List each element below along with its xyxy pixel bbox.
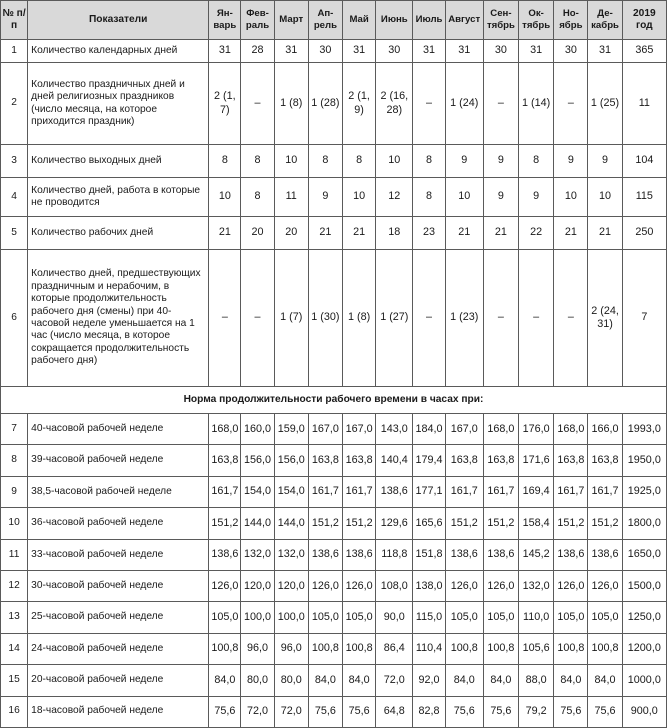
month-value: 126,0 (308, 570, 342, 601)
year-total: 365 (622, 40, 666, 63)
month-value: 138,6 (209, 539, 241, 570)
row-label: 20-часовой рабочей неделе (28, 665, 209, 696)
year-total: 1000,0 (622, 665, 666, 696)
month-value: 72,0 (376, 665, 413, 696)
month-value: 10 (445, 178, 483, 217)
year-total: 1650,0 (622, 539, 666, 570)
month-value: 1 (30) (308, 250, 342, 387)
month-value: 110,4 (413, 633, 445, 664)
month-value: 169,4 (519, 476, 554, 507)
month-value: 100,8 (209, 633, 241, 664)
month-value: 105,0 (209, 602, 241, 633)
month-value: 20 (241, 217, 274, 250)
row-number: 12 (1, 570, 28, 601)
month-value: 151,2 (445, 508, 483, 539)
month-value: 79,2 (519, 696, 554, 727)
month-value: 30 (554, 40, 588, 63)
month-value: 163,8 (588, 445, 622, 476)
month-value: 75,6 (308, 696, 342, 727)
month-value: 165,6 (413, 508, 445, 539)
month-value: 30 (376, 40, 413, 63)
month-value: – (241, 250, 274, 387)
month-value: 151,2 (554, 508, 588, 539)
month-value: 143,0 (376, 414, 413, 445)
month-value: 21 (554, 217, 588, 250)
month-value: 75,6 (588, 696, 622, 727)
month-value: 126,0 (588, 570, 622, 601)
month-value: 21 (588, 217, 622, 250)
month-value: 2 (16, 28) (376, 63, 413, 145)
month-value: 10 (209, 178, 241, 217)
month-value: 126,0 (554, 570, 588, 601)
month-value: 84,0 (445, 665, 483, 696)
month-value: 1 (27) (376, 250, 413, 387)
month-value: 8 (308, 145, 342, 178)
header-month: Ок-тябрь (519, 1, 554, 40)
header-month: Де-кабрь (588, 1, 622, 40)
month-value: 151,2 (483, 508, 518, 539)
month-value: 126,0 (483, 570, 518, 601)
month-value: 105,0 (445, 602, 483, 633)
month-value: 21 (483, 217, 518, 250)
table-row (1, 63, 667, 145)
header-month: Июнь (376, 1, 413, 40)
month-value: 105,0 (343, 602, 376, 633)
month-value: 167,0 (445, 414, 483, 445)
month-value: 138,0 (413, 570, 445, 601)
month-value: 8 (413, 178, 445, 217)
month-value: 151,2 (588, 508, 622, 539)
month-value: 159,0 (274, 414, 308, 445)
month-value: 171,6 (519, 445, 554, 476)
month-value: 21 (343, 217, 376, 250)
month-value: 9 (554, 145, 588, 178)
month-value: 163,8 (445, 445, 483, 476)
row-label: Количество дней, работа в которые не проводится (28, 178, 209, 217)
month-value: 10 (554, 178, 588, 217)
month-value: 151,2 (308, 508, 342, 539)
month-value: 154,0 (274, 476, 308, 507)
month-value: 96,0 (274, 633, 308, 664)
row-label: 18-часовой рабочей неделе (28, 696, 209, 727)
header-year: 2019 год (622, 1, 666, 40)
month-value: 1 (24) (445, 63, 483, 145)
year-total: 115 (622, 178, 666, 217)
month-value: 31 (519, 40, 554, 63)
month-value: 105,0 (308, 602, 342, 633)
table-row (1, 570, 667, 601)
row-label: Количество выходных дней (28, 145, 209, 178)
month-value: 138,6 (588, 539, 622, 570)
year-total: 250 (622, 217, 666, 250)
month-value: 30 (483, 40, 518, 63)
row-number: 8 (1, 445, 28, 476)
month-value: 100,8 (343, 633, 376, 664)
month-value: 31 (588, 40, 622, 63)
month-value: 163,8 (209, 445, 241, 476)
month-value: 8 (413, 145, 445, 178)
row-number: 6 (1, 250, 28, 387)
table-row (1, 602, 667, 633)
header-indicator: Показатели (28, 1, 209, 40)
row-label: 25-часовой рабочей неделе (28, 602, 209, 633)
month-value: 8 (343, 145, 376, 178)
row-label: 38,5-часовой рабочей неделе (28, 476, 209, 507)
header-month: Май (343, 1, 376, 40)
month-value: 84,0 (588, 665, 622, 696)
row-number: 11 (1, 539, 28, 570)
row-number: 2 (1, 63, 28, 145)
month-value: 31 (209, 40, 241, 63)
month-value: 161,7 (445, 476, 483, 507)
month-value: 9 (519, 178, 554, 217)
row-label: 40-часовой рабочей неделе (28, 414, 209, 445)
month-value: 90,0 (376, 602, 413, 633)
table-row (1, 250, 667, 387)
month-value: 8 (209, 145, 241, 178)
month-value: 75,6 (483, 696, 518, 727)
section-row (1, 387, 667, 414)
month-value: – (483, 250, 518, 387)
month-value: 105,0 (483, 602, 518, 633)
month-value: 120,0 (241, 570, 274, 601)
month-value: 161,7 (554, 476, 588, 507)
month-value: 163,8 (343, 445, 376, 476)
month-value: 84,0 (209, 665, 241, 696)
row-number: 1 (1, 40, 28, 63)
month-value: 151,2 (209, 508, 241, 539)
month-value: 21 (308, 217, 342, 250)
month-value: 8 (241, 178, 274, 217)
month-value: 115,0 (413, 602, 445, 633)
month-value: 72,0 (274, 696, 308, 727)
month-value: 158,4 (519, 508, 554, 539)
table-row (1, 145, 667, 178)
month-value: 1 (8) (274, 63, 308, 145)
month-value: 2 (1, 9) (343, 63, 376, 145)
month-value: 9 (445, 145, 483, 178)
row-number: 3 (1, 145, 28, 178)
row-label: 30-часовой рабочей неделе (28, 570, 209, 601)
month-value: 144,0 (274, 508, 308, 539)
month-value: 163,8 (308, 445, 342, 476)
header-month: Но-ябрь (554, 1, 588, 40)
month-value: 176,0 (519, 414, 554, 445)
month-value: – (241, 63, 274, 145)
row-number: 14 (1, 633, 28, 664)
month-value: 80,0 (241, 665, 274, 696)
month-value: 126,0 (343, 570, 376, 601)
month-value: 161,7 (308, 476, 342, 507)
month-value: 151,2 (343, 508, 376, 539)
month-value: 100,8 (483, 633, 518, 664)
month-value: 21 (445, 217, 483, 250)
month-value: 75,6 (343, 696, 376, 727)
month-value: 92,0 (413, 665, 445, 696)
month-value: 161,7 (483, 476, 518, 507)
month-value: 1 (23) (445, 250, 483, 387)
month-value: 161,7 (343, 476, 376, 507)
row-label: 33-часовой рабочей неделе (28, 539, 209, 570)
month-value: 177,1 (413, 476, 445, 507)
year-total: 1500,0 (622, 570, 666, 601)
table-row (1, 633, 667, 664)
header-month: Март (274, 1, 308, 40)
year-total: 1925,0 (622, 476, 666, 507)
header-month: Ап-рель (308, 1, 342, 40)
header-month: Сен-тябрь (483, 1, 518, 40)
month-value: 84,0 (554, 665, 588, 696)
month-value: 100,8 (445, 633, 483, 664)
month-value: 31 (343, 40, 376, 63)
header-month: Июль (413, 1, 445, 40)
table-row (1, 40, 667, 63)
year-total: 104 (622, 145, 666, 178)
month-value: – (554, 250, 588, 387)
month-value: 138,6 (483, 539, 518, 570)
year-total: 1993,0 (622, 414, 666, 445)
table-row (1, 665, 667, 696)
month-value: 138,6 (554, 539, 588, 570)
month-value: 168,0 (483, 414, 518, 445)
row-label: 36-часовой рабочей неделе (28, 508, 209, 539)
month-value: – (209, 250, 241, 387)
month-value: 10 (343, 178, 376, 217)
month-value: 167,0 (343, 414, 376, 445)
row-label: 39-часовой рабочей неделе (28, 445, 209, 476)
month-value: 28 (241, 40, 274, 63)
month-value: 1 (8) (343, 250, 376, 387)
month-value: 184,0 (413, 414, 445, 445)
month-value: 144,0 (241, 508, 274, 539)
month-value: 138,6 (308, 539, 342, 570)
month-value: – (554, 63, 588, 145)
month-value: 10 (376, 145, 413, 178)
month-value: 132,0 (241, 539, 274, 570)
month-value: 138,6 (343, 539, 376, 570)
header-month: Фев-раль (241, 1, 274, 40)
month-value: 9 (483, 145, 518, 178)
month-value: 12 (376, 178, 413, 217)
month-value: 108,0 (376, 570, 413, 601)
month-value: 163,8 (483, 445, 518, 476)
row-label: Количество рабочих дней (28, 217, 209, 250)
header-month: Ян-варь (209, 1, 241, 40)
month-value: 75,6 (445, 696, 483, 727)
month-value: 8 (241, 145, 274, 178)
month-value: 118,8 (376, 539, 413, 570)
month-value: 156,0 (274, 445, 308, 476)
header-row (1, 1, 667, 40)
row-label: Количество календарных дней (28, 40, 209, 63)
month-value: 75,6 (554, 696, 588, 727)
year-total: 1800,0 (622, 508, 666, 539)
month-value: 31 (274, 40, 308, 63)
section-title: Норма продолжительности рабочего времени в часах при: (1, 387, 667, 414)
month-value: 72,0 (241, 696, 274, 727)
month-value: 11 (274, 178, 308, 217)
month-value: 86,4 (376, 633, 413, 664)
month-value: 100,8 (588, 633, 622, 664)
month-value: 2 (1, 7) (209, 63, 241, 145)
month-value: 129,6 (376, 508, 413, 539)
table-row (1, 217, 667, 250)
month-value: 161,7 (588, 476, 622, 507)
table-row (1, 476, 667, 507)
month-value: 8 (519, 145, 554, 178)
month-value: 22 (519, 217, 554, 250)
month-value: 10 (588, 178, 622, 217)
month-value: 132,0 (519, 570, 554, 601)
month-value: 21 (209, 217, 241, 250)
month-value: 64,8 (376, 696, 413, 727)
month-value: 1 (28) (308, 63, 342, 145)
month-value: 167,0 (308, 414, 342, 445)
month-value: – (413, 250, 445, 387)
month-value: 9 (308, 178, 342, 217)
month-value: 9 (483, 178, 518, 217)
month-value: 151,8 (413, 539, 445, 570)
month-value: 1 (14) (519, 63, 554, 145)
month-value: 1 (25) (588, 63, 622, 145)
month-value: 120,0 (274, 570, 308, 601)
month-value: 2 (24, 31) (588, 250, 622, 387)
row-number: 7 (1, 414, 28, 445)
header-month: Август (445, 1, 483, 40)
month-value: 75,6 (209, 696, 241, 727)
month-value: 9 (588, 145, 622, 178)
month-value: 138,6 (445, 539, 483, 570)
year-total: 11 (622, 63, 666, 145)
month-value: 138,6 (376, 476, 413, 507)
year-total: 1250,0 (622, 602, 666, 633)
month-value: 105,0 (588, 602, 622, 633)
month-value: 160,0 (241, 414, 274, 445)
month-value: 154,0 (241, 476, 274, 507)
table-row (1, 508, 667, 539)
month-value: – (519, 250, 554, 387)
month-value: 10 (274, 145, 308, 178)
month-value: 30 (308, 40, 342, 63)
month-value: 100,0 (241, 602, 274, 633)
table-row (1, 539, 667, 570)
year-total: 900,0 (622, 696, 666, 727)
row-number: 4 (1, 178, 28, 217)
table-row (1, 414, 667, 445)
row-label: Количество дней, предшествующих праздничным и нерабочим, в которые продолжительность рабочего дня (смены) при 40-часовой неделе уменьшается на 1 час (число месяца, в которое сокращается продолжительность рабочего дня) (28, 250, 209, 387)
month-value: 156,0 (241, 445, 274, 476)
year-total: 1200,0 (622, 633, 666, 664)
month-value: 1 (7) (274, 250, 308, 387)
month-value: 140,4 (376, 445, 413, 476)
row-label: 24-часовой рабочей неделе (28, 633, 209, 664)
month-value: 110,0 (519, 602, 554, 633)
row-number: 16 (1, 696, 28, 727)
month-value: 126,0 (445, 570, 483, 601)
month-value: 105,0 (554, 602, 588, 633)
row-number: 13 (1, 602, 28, 633)
row-label: Количество праздничных дней и дней религиозных праздников (число месяца, на которое приходится праздник) (28, 63, 209, 145)
month-value: 105,6 (519, 633, 554, 664)
month-value: 100,8 (308, 633, 342, 664)
month-value: 84,0 (343, 665, 376, 696)
month-value: 163,8 (554, 445, 588, 476)
year-total: 1950,0 (622, 445, 666, 476)
month-value: – (413, 63, 445, 145)
month-value: 31 (445, 40, 483, 63)
month-value: 31 (413, 40, 445, 63)
month-value: 84,0 (483, 665, 518, 696)
month-value: 23 (413, 217, 445, 250)
month-value: 100,0 (274, 602, 308, 633)
month-value: 88,0 (519, 665, 554, 696)
month-value: 82,8 (413, 696, 445, 727)
month-value: 80,0 (274, 665, 308, 696)
table-row (1, 178, 667, 217)
row-number: 5 (1, 217, 28, 250)
month-value: 132,0 (274, 539, 308, 570)
month-value: 100,8 (554, 633, 588, 664)
table-row (1, 696, 667, 727)
month-value: 161,7 (209, 476, 241, 507)
row-number: 15 (1, 665, 28, 696)
month-value: 84,0 (308, 665, 342, 696)
month-value: 20 (274, 217, 308, 250)
table-row (1, 445, 667, 476)
month-value: 96,0 (241, 633, 274, 664)
year-total: 7 (622, 250, 666, 387)
month-value: 145,2 (519, 539, 554, 570)
row-number: 10 (1, 508, 28, 539)
month-value: 168,0 (554, 414, 588, 445)
month-value: 126,0 (209, 570, 241, 601)
month-value: 168,0 (209, 414, 241, 445)
month-value: – (483, 63, 518, 145)
month-value: 18 (376, 217, 413, 250)
month-value: 179,4 (413, 445, 445, 476)
header-num: № п/п (1, 1, 28, 40)
row-number: 9 (1, 476, 28, 507)
month-value: 166,0 (588, 414, 622, 445)
